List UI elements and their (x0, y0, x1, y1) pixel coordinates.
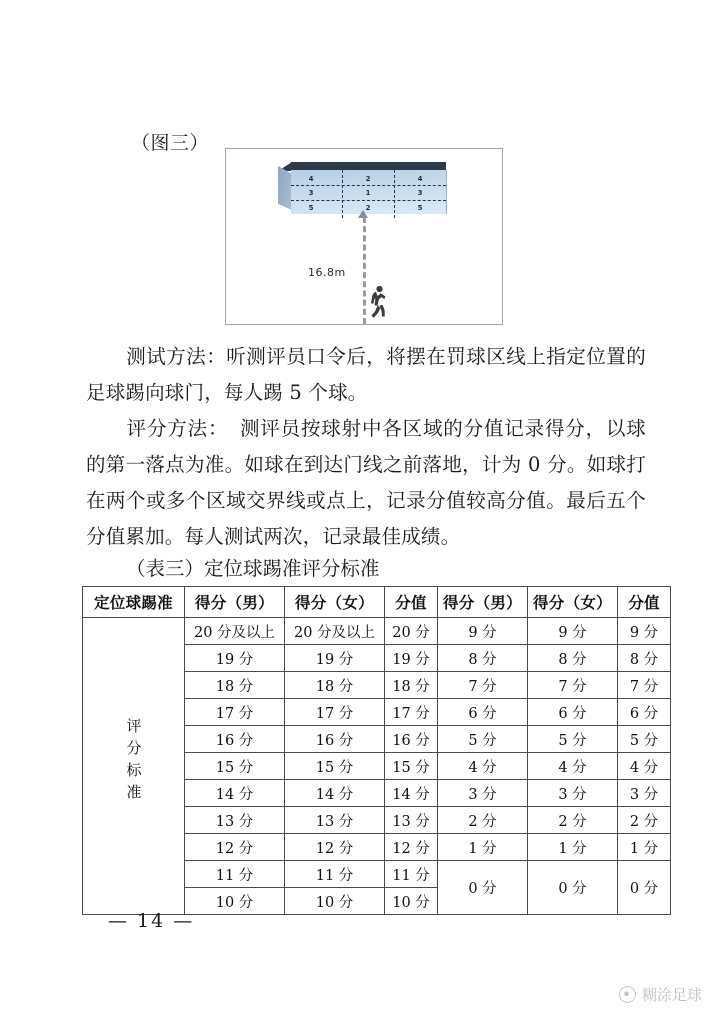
cell-value-left: 18 分 (385, 672, 438, 699)
col-header-4: 得分（男） (438, 587, 528, 618)
cell-female-right: 5 分 (528, 726, 618, 753)
figure-label: （图三） (131, 132, 210, 154)
cell-female-left: 17 分 (285, 699, 385, 726)
paragraph-test-method (86, 339, 646, 411)
cell-male-left: 10 分 (185, 888, 285, 915)
cell-male-right: 2 分 (438, 807, 528, 834)
watermark (619, 984, 702, 1005)
test-method-body: 听测评员口令后，将摆在罚球区线上指定位置的足球踢向球门，每人踢 5 个球。 (86, 345, 646, 404)
col-header-5: 得分（女） (528, 587, 618, 618)
cell-male-left: 16 分 (185, 726, 285, 753)
cell-value-left: 12 分 (385, 834, 438, 861)
goal-grid-hline-1 (291, 185, 446, 186)
cell-value-left: 16 分 (385, 726, 438, 753)
cell-value-right: 1 分 (618, 834, 671, 861)
cell-female-right: 2 分 (528, 807, 618, 834)
cell-female-right: 4 分 (528, 753, 618, 780)
cell-male-left: 11 分 (185, 861, 285, 888)
goal-zone-r2c2: 1 (365, 189, 371, 197)
cell-male-right: 8 分 (438, 645, 528, 672)
cell-male-right: 1 分 (438, 834, 528, 861)
goal-zone-r1c1: 4 (308, 175, 314, 183)
test-method-title: 测试方法： (126, 345, 227, 368)
goal-zone-r2c3: 3 (417, 189, 423, 197)
col-header-1: 得分（男） (185, 587, 285, 618)
cell-value-right: 3 分 (618, 780, 671, 807)
table-caption: （表三）定位球踢准评分标准 (126, 557, 380, 580)
goal-zone-r1c3: 4 (417, 175, 423, 183)
cell-female-left: 13 分 (285, 807, 385, 834)
row-header-label: 评分标准 (124, 717, 143, 806)
scoring-standard-table-wrap (82, 586, 660, 915)
goal-grid-vline-1 (342, 170, 343, 218)
goal-zone-r2c1: 3 (308, 189, 314, 197)
watermark-text: 糊涂足球 (641, 986, 702, 1004)
goal-illustration (278, 162, 446, 214)
cell-value-right: 8 分 (618, 645, 671, 672)
col-header-3: 分值 (385, 587, 438, 618)
cell-value-left: 19 分 (385, 645, 438, 672)
scoring-standard-table (82, 586, 671, 915)
cell-value-right: 5 分 (618, 726, 671, 753)
cell-male-left: 19 分 (185, 645, 285, 672)
goal-target-diagram (225, 148, 503, 325)
goal-grid-hline-2 (291, 200, 446, 201)
cell-male-right: 5 分 (438, 726, 528, 753)
col-header-2: 得分（女） (285, 587, 385, 618)
cell-female-left: 20 分及以上 (285, 618, 385, 645)
cell-male-left: 15 分 (185, 753, 285, 780)
goal-zone-r3c2: 2 (365, 204, 371, 212)
col-header-0: 定位球踢准 (83, 587, 185, 618)
cell-female-left: 14 分 (285, 780, 385, 807)
cell-male-right: 6 分 (438, 699, 528, 726)
paragraph-scoring-method (86, 411, 646, 555)
cell-female-right: 8 分 (528, 645, 618, 672)
cell-value-left: 14 分 (385, 780, 438, 807)
table-row (83, 618, 671, 645)
row-header-scoring-standard (83, 618, 185, 915)
scoring-method-title: 评分方法： (126, 417, 229, 440)
cell-male-left: 17 分 (185, 699, 285, 726)
cell-female-right: 6 分 (528, 699, 618, 726)
cell-male-right: 4 分 (438, 753, 528, 780)
cell-female-right: 9 分 (528, 618, 618, 645)
cell-female-left: 15 分 (285, 753, 385, 780)
cell-value-right: 2 分 (618, 807, 671, 834)
cell-female-right: 0 分 (528, 861, 618, 915)
cell-value-right: 4 分 (618, 753, 671, 780)
distance-label: 16.8m (308, 266, 346, 279)
cell-female-left: 19 分 (285, 645, 385, 672)
cell-female-left: 11 分 (285, 861, 385, 888)
cell-male-right: 3 分 (438, 780, 528, 807)
cell-female-left: 10 分 (285, 888, 385, 915)
run-up-distance-line (363, 217, 366, 324)
scoring-method-body: 测评员按球射中各区域的分值记录得分，以球的第一落点为准。如球在到达门线之前落地，计为 0 分。如球打在两个或多个区域交界线或点上，记录分值较高分值。最后五个分值累加。每人测试两次，记录最佳成绩。 (86, 417, 646, 548)
cell-female-right: 7 分 (528, 672, 618, 699)
goal-zone-r1c2: 2 (365, 175, 371, 183)
cell-female-left: 12 分 (285, 834, 385, 861)
cell-value-right: 9 分 (618, 618, 671, 645)
cell-male-right: 7 分 (438, 672, 528, 699)
cell-value-right: 0 分 (618, 861, 671, 915)
cell-value-right: 7 分 (618, 672, 671, 699)
cell-male-left: 14 分 (185, 780, 285, 807)
cell-value-left: 20 分 (385, 618, 438, 645)
cell-value-left: 10 分 (385, 888, 438, 915)
cell-value-left: 13 分 (385, 807, 438, 834)
table-header-row (83, 587, 671, 618)
cell-value-left: 11 分 (385, 861, 438, 888)
page-number: — 14 — (108, 910, 195, 932)
cell-male-right: 0 分 (438, 861, 528, 915)
cell-male-left: 20 分及以上 (185, 618, 285, 645)
cell-female-right: 3 分 (528, 780, 618, 807)
cell-male-left: 13 分 (185, 807, 285, 834)
goal-grid-vline-2 (394, 170, 395, 218)
cell-value-left: 17 分 (385, 699, 438, 726)
goal-left-post-face (278, 166, 292, 210)
cell-male-left: 12 分 (185, 834, 285, 861)
cell-female-left: 16 分 (285, 726, 385, 753)
soccer-ball-icon (619, 986, 636, 1003)
cell-value-right: 6 分 (618, 699, 671, 726)
cell-value-left: 15 分 (385, 753, 438, 780)
table-body (83, 618, 671, 915)
goal-zone-r3c1: 5 (308, 204, 314, 212)
cell-male-right: 9 分 (438, 618, 528, 645)
goal-zone-r3c3: 5 (417, 204, 423, 212)
cell-female-left: 18 分 (285, 672, 385, 699)
player-figure-icon (367, 285, 389, 319)
col-header-6: 分值 (618, 587, 671, 618)
cell-female-right: 1 分 (528, 834, 618, 861)
cell-male-left: 18 分 (185, 672, 285, 699)
